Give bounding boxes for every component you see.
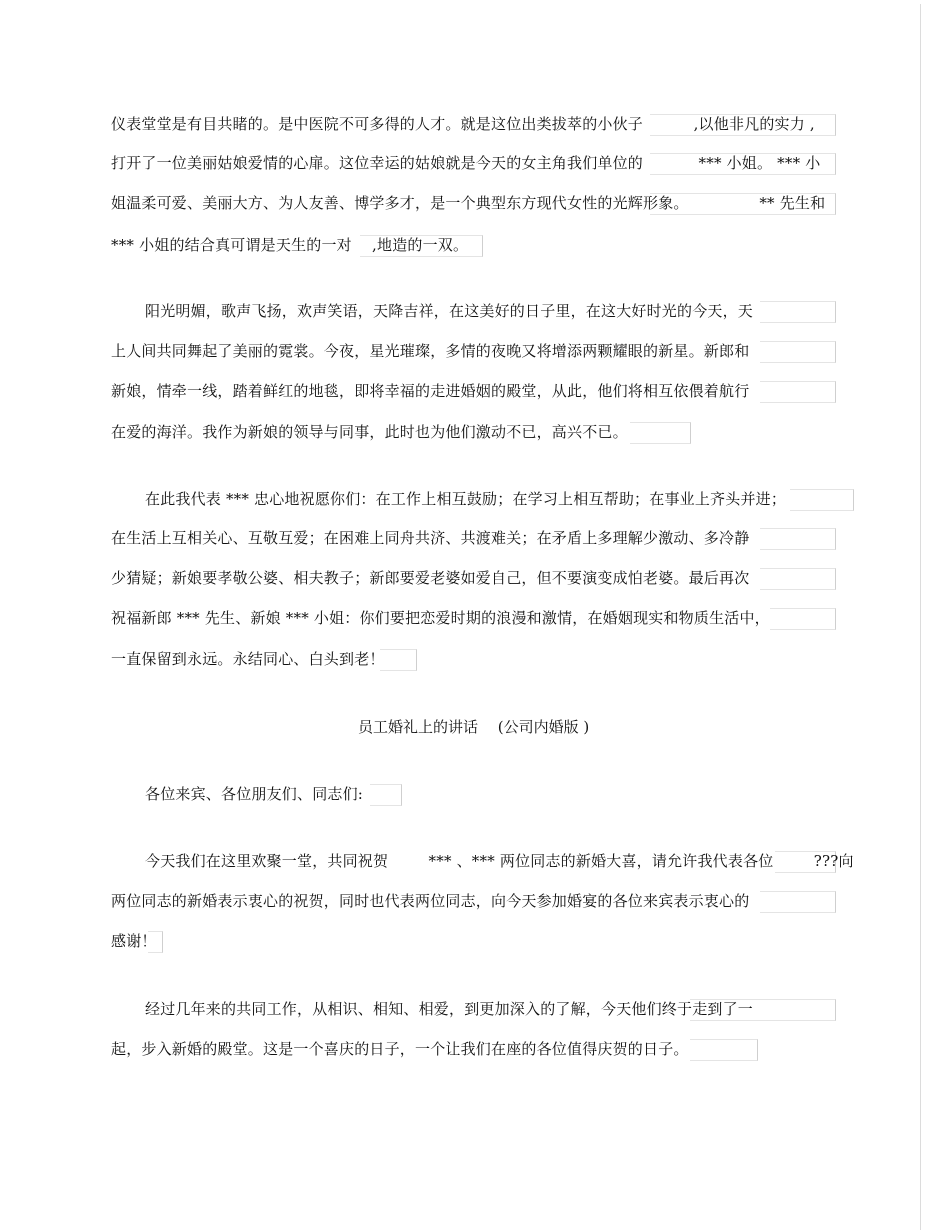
text-box-outline: [760, 341, 836, 363]
text-box-outline: [380, 649, 417, 671]
paragraph-4-line-3: 感谢！: [111, 932, 157, 950]
paragraph-5-line-1: 经过几年来的共同工作，从相识、相知、相爱，到更加深入的了解，今天他们终于走到了一: [145, 1000, 754, 1018]
paragraph-3-line-3: 少猜疑；新娘要孝敬公婆、相夫教子；新郎要爱老婆如爱自己，但不要演变成怕老婆。最后再次: [111, 569, 750, 587]
paragraph-3-line-4: 祝福新郎 *** 先生、新娘 *** 小姐：你们要把恋爱时期的浪漫和激情，在婚姻现实和物质生活中，: [111, 609, 770, 627]
paragraph-1-line-1: 仪表堂堂是有目共睹的。是中医院不可多得的人才。就是这位出类拔萃的小伙子 ,以他非凡的实力 ,: [111, 115, 815, 133]
paragraph-2-line-1: 阳光明媚，歌声飞扬，欢声笑语，天降吉祥，在这美好的日子里，在这大好时光的今天，天: [145, 302, 754, 320]
text-box-outline: [690, 1039, 758, 1061]
text-box-outline: [760, 381, 836, 403]
paragraph-3-line-2: 在生活上互相关心、互敬互爱；在困难上同舟共济、共渡难关；在矛盾上多理解少激动、多冷静: [111, 529, 750, 547]
page-edge-line: [920, 4, 921, 1230]
paragraph-3-line-1: 在此我代表 *** 忠心地祝愿你们：在工作上相互鼓励；在学习上相互帮助；在事业上齐头并进；: [145, 490, 787, 508]
paragraph-4-line-1: 今天我们在这里欢聚一堂，共同祝贺 *** 、*** 两位同志的新婚大喜，请允许我代表各位 ???向: [145, 852, 854, 870]
speech-title: 员工婚礼上的讲话 (公司内婚版 ): [358, 718, 590, 736]
text-box-outline: [760, 568, 836, 590]
greeting-line: 各位来宾、各位朋友们、同志们:: [145, 785, 364, 803]
paragraph-5-line-2: 起，步入新婚的殿堂。这是一个喜庆的日子，一个让我们在座的各位值得庆贺的日子。: [111, 1040, 689, 1058]
paragraph-3-line-5: 一直保留到永远。永结同心、白头到老！: [111, 650, 385, 668]
text-box-outline: [790, 489, 854, 511]
text-box-outline: [370, 784, 402, 806]
text-box-outline: [770, 608, 836, 630]
paragraph-2-line-4: 在爱的海洋。我作为新娘的领导与同事，此时也为他们激动不已，高兴不已。: [111, 423, 628, 441]
paragraph-1-line-2: 打开了一位美丽姑娘爱情的心扉。这位幸运的姑娘就是今天的女主角我们单位的 *** 小姐。 *** 小: [111, 154, 821, 172]
paragraph-2-line-3: 新娘，情牵一线，踏着鲜红的地毯，即将幸福的走进婚姻的殿堂，从此，他们将相互依偎着航行: [111, 382, 750, 400]
text-box-outline: [760, 891, 836, 913]
paragraph-2-line-2: 上人间共同舞起了美丽的霓裳。今夜，星光璀璨，多情的夜晚又将增添两颗耀眼的新星。新郎和: [111, 342, 750, 360]
text-box-outline: [760, 528, 836, 550]
paragraph-1-line-3: 姐温柔可爱、美丽大方、为人友善、博学多才，是一个典型东方现代女性的光辉形象。 ** 先生和: [111, 194, 826, 212]
text-box-outline: [630, 422, 691, 444]
paragraph-4-line-2: 两位同志的新婚表示衷心的祝贺，同时也代表两位同志，向今天参加婚宴的各位来宾表示衷心的: [111, 892, 750, 910]
paragraph-1-line-4: *** 小姐的结合真可谓是天生的一对 ,地造的一双。: [111, 236, 469, 254]
text-box-outline: [760, 301, 836, 323]
